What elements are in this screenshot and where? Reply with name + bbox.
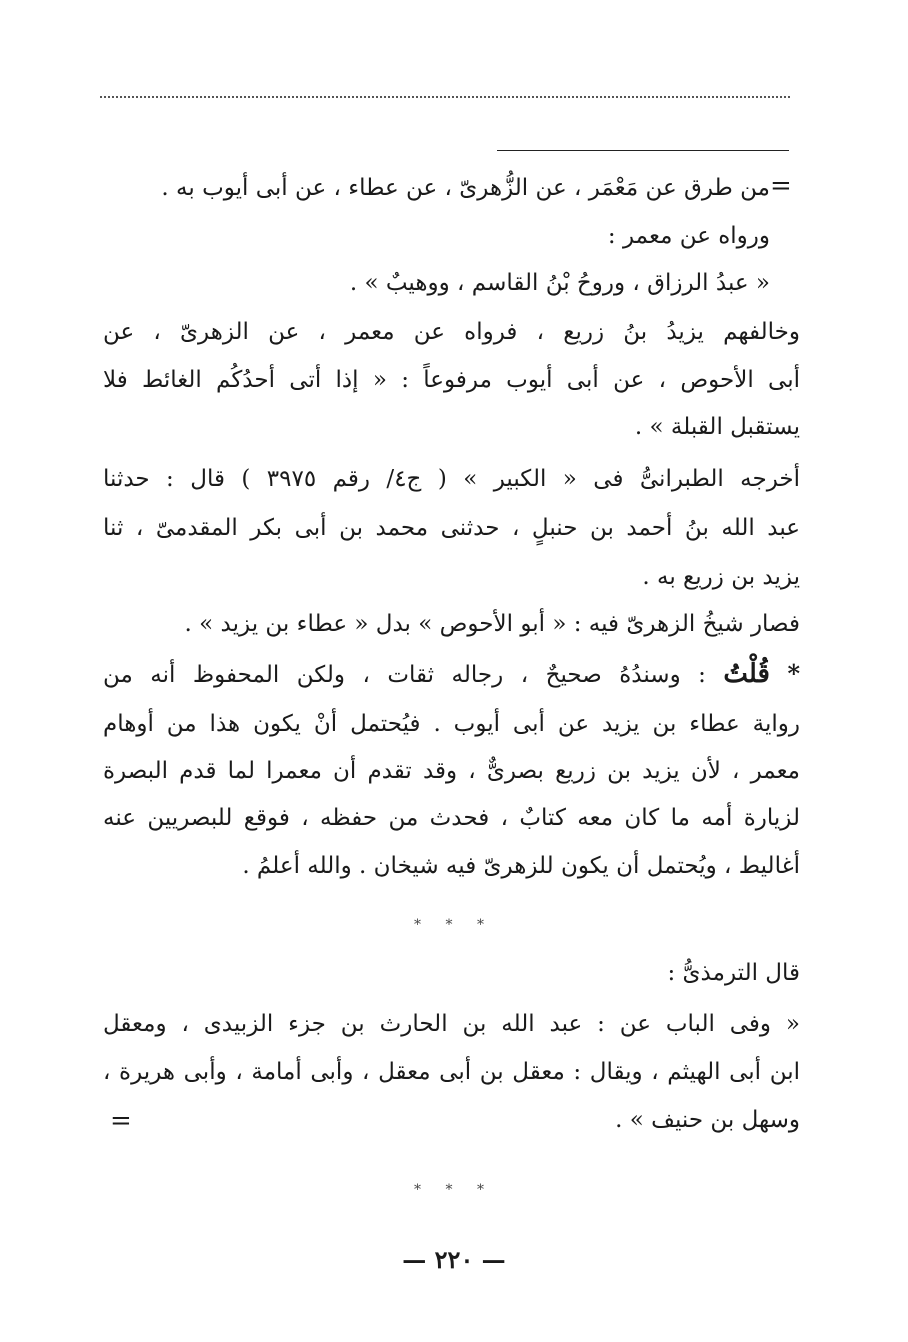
comment-line: رواية عطاء بن يزيد عن أبى أيوب . فيُحتمل أنْ يكون هذا من أوهام <box>103 711 800 737</box>
page-number: — ٢٢٠ — <box>402 1245 506 1274</box>
comment-text: : وسندُهُ صحيحٌ ، رجاله ثقات ، ولكن المحفوظ أنه من <box>103 662 706 688</box>
comment-line: معمر ، لأن يزيد بن زريع بصرىٌّ ، وقد تقدم أن معمرا لما قدم البصرة <box>103 758 800 784</box>
footnote-line: يستقبل القبلة » . <box>634 414 800 440</box>
tirmidhi-line: « وفى الباب عن : عبد الله بن الحارث بن جزء الزبيدى ، ومعقل <box>103 1011 800 1037</box>
footnote-separator <box>497 150 789 151</box>
comment-line: أغاليط ، ويُحتمل أن يكون للزهرىّ فيه شيخان . والله أعلمُ . <box>242 853 800 879</box>
footnote-line: ورواه عن معمر : <box>607 223 770 249</box>
section-divider: * * * <box>414 917 494 933</box>
takhrij-line: فصار شيخُ الزهرىّ فيه : « أبو الأحوص » بدل « عطاء بن يزيد » . <box>184 611 800 637</box>
footnote-line: « عبدُ الرزاق ، وروحُ بْنُ القاسم ، ووهيبٌ » . <box>349 270 770 296</box>
takhrij-line: أخرجه الطبرانىُّ فى « الكبير » ( ج٤/ رقم ٣٩٧٥ ) قال : حدثنا <box>103 466 800 492</box>
takhrij-line: عبد الله بنُ أحمد بن حنبلٍ ، حدثنى محمد بن أبى بكر المقدمىّ ، ثنا <box>103 515 800 541</box>
continuation-marker: = <box>770 171 792 201</box>
tirmidhi-heading: قال الترمذىُّ : <box>667 960 800 986</box>
footnote-line: وخالفهم يزيدُ بنُ زريع ، فرواه عن معمر ، عن الزهرىّ ، عن <box>103 319 800 345</box>
section-divider: * * * <box>414 1182 494 1198</box>
tirmidhi-line: ابن أبى الهيثم ، ويقال : معقل بن أبى معقل ، وأبى أمامة ، وأبى هريرة ، <box>103 1059 800 1085</box>
continuation-marker: = <box>110 1106 132 1136</box>
tirmidhi-line: وسهل بن حنيف » . <box>615 1107 800 1133</box>
comment-first-line <box>103 659 800 689</box>
footnote-line: من طرق عن مَعْمَر ، عن الزُّهرىّ ، عن عطاء ، عن أبى أيوب به . <box>161 175 770 201</box>
asterisk-icon: * <box>787 659 801 688</box>
comment-line: لزيارة أمه ما كان معه كتابٌ ، فحدث من حفظه ، فوقع للبصريين عنه <box>103 805 800 831</box>
footnote-line: أبى الأحوص ، عن أبى أيوب مرفوعاً : « إذا أتى أحدُكُم الغائط فلا <box>103 367 800 393</box>
header-dotted-rule <box>100 96 790 98</box>
qult-heading: قُلْتُ <box>723 659 770 689</box>
takhrij-line: يزيد بن زريع به . <box>642 564 800 590</box>
